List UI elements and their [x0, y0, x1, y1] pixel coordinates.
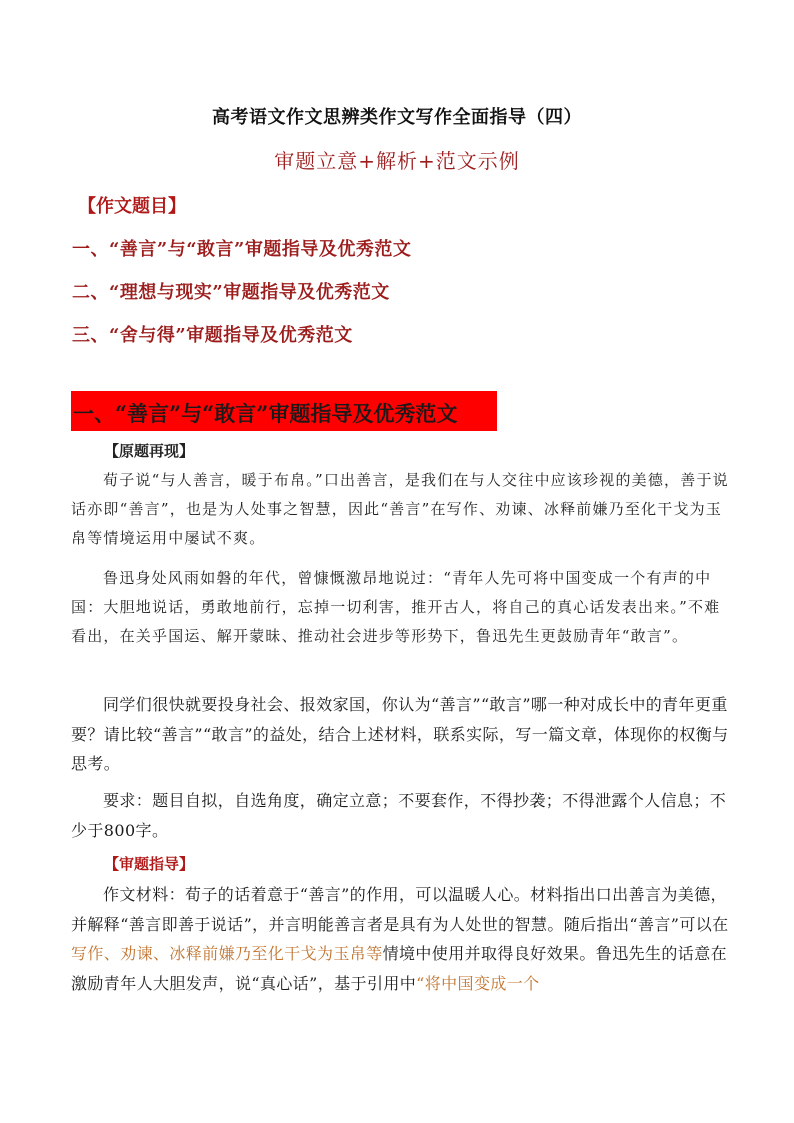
section-banner — [71, 391, 497, 431]
toc-item-1[interactable]: 一、“善言”与“敢言”审题指导及优秀范文 — [72, 239, 412, 260]
guide-text-part-1: 作文材料：荀子的话着意于“善言”的作用，可以温暖人心。材料指出口出善言为美德，并解释“善言即善于说话”，并言明能善言者是具有为人处世的智慧。随后指出“善言”可以在 — [71, 885, 729, 934]
toc-heading: 【作文题目】 — [78, 196, 186, 217]
guide-paragraph — [71, 880, 731, 998]
guide-text — [71, 880, 731, 998]
guide-highlight-1: 写作、劝谏、冰释前嫌乃至化干戈为玉帛等 — [71, 944, 383, 963]
guide-text-part-2: 情境中使用并取得良好效果。鲁迅先生的话意在激励青年人大胆发声，说“真心话”，基于引用中 — [71, 944, 728, 993]
prompt-paragraph-4: 要求：题目自拟，自选角度，确定立意；不要套作，不得抄袭；不得泄露个人信息；不少于800字。 — [71, 791, 727, 840]
document-title: 高考语文作文思辨类作文写作全面指导（四） — [212, 107, 582, 128]
original-question-label: 【原题再现】 — [104, 442, 195, 460]
prompt-requirements — [71, 786, 731, 845]
toc-item-3[interactable]: 三、“舍与得”审题指导及优秀范文 — [72, 325, 353, 346]
prompt-paragraph-2: 鲁迅身处风雨如磐的年代，曾慷慨激昂地说过：“青年人先可将中国变成一个有声的中国：大胆地说话，勇敢地前行，忘掉一切利害，推开古人，将自己的真心话发表出来。”不难看出，在关乎国运、解开蒙昧、推动社会进步等形势下，鲁迅先生更鼓励青年“敢言”。 — [71, 569, 721, 645]
prompt-paragraph — [71, 466, 731, 553]
prompt-paragraph-1: 荀子说“与人善言，暖于布帛。”口出善言，是我们在与人交往中应该珍视的美德，善于说话亦即“善言”，也是为人处事之智慧，因此“善言”在写作、劝谏、冰释前嫌乃至化干戈为玉帛等情境运用中屡试不爽。 — [71, 471, 729, 547]
prompt-question — [71, 690, 731, 779]
prompt-paragraph — [71, 564, 731, 651]
section-banner-title: 一、“善言”与“敢言”审题指导及优秀范文 — [73, 401, 458, 426]
guide-highlight-2: “将中国变成一个 — [416, 973, 540, 993]
document-subtitle: 审题立意+解析+范文示例 — [274, 149, 520, 173]
toc-item-2[interactable]: 二、“理想与现实”审题指导及优秀范文 — [72, 282, 390, 303]
prompt-paragraph-3: 同学们很快就要投身社会、报效家国，你认为“善言”“敢言”哪一种对成长中的青年更重要？请比较“善言”“敢言”的益处，结合上述材料，联系实际，写一篇文章，体现你的权衡与思考。 — [71, 695, 729, 773]
guide-label: 【审题指导】 — [104, 855, 195, 873]
